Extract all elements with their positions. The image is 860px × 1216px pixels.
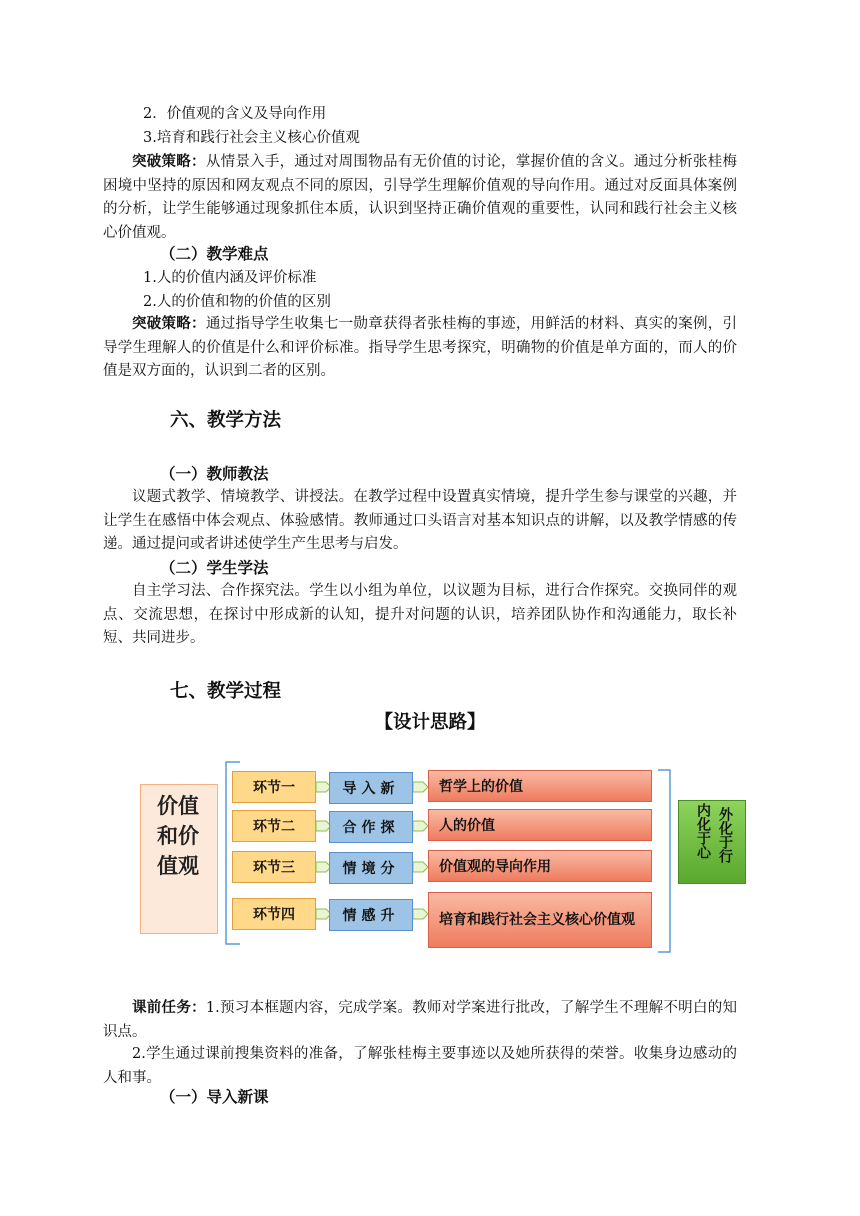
key-point-2: 2．价值观的含义及导向作用 — [143, 106, 327, 122]
outcome-box — [678, 800, 746, 884]
strategy-label: 突破策略： — [132, 315, 206, 332]
intro-heading: （一）导入新课 — [160, 1088, 269, 1106]
topic-box-3: 价值观的导向作用 — [428, 850, 652, 882]
stage-box-3: 环节三 — [232, 851, 316, 883]
topic-box-1: 哲学上的价值 — [428, 770, 652, 802]
difficulty-item-1: 1.人的价值内涵及评价标准 — [143, 270, 317, 286]
design-title: 【设计思路】 — [374, 712, 486, 733]
topic-box-4 — [428, 892, 652, 948]
stage-box-2: 环节二 — [232, 810, 316, 842]
strategy-label: 突破策略： — [132, 153, 206, 170]
section-seven-title: 七、教学过程 — [170, 681, 282, 702]
topic-box-4-label: 培育和践行社会主义核心价值观 — [439, 912, 635, 928]
teacher-method-heading: （一）教师教法 — [160, 465, 269, 483]
section-six-title: 六、教学方法 — [170, 410, 282, 431]
student-method-heading: （二）学生学法 — [160, 559, 269, 577]
strategy-paragraph-2 — [103, 312, 737, 384]
activity-box-1: 导入新 — [329, 772, 413, 804]
diagram-main-label: 价值和价值观 — [157, 794, 199, 878]
outcome-col-1: 外化于行 — [717, 807, 733, 863]
stage-box-4: 环节四 — [232, 898, 316, 930]
student-method-text: 自主学习法、合作探究法。学生以小组为单位，以议题为目标，进行合作探究。交换同伴的观点、交流思想，在探讨中形成新的认知，提升对问题的认识，培养团队协作和沟通能力，取长补短、共同进步。 — [103, 583, 737, 646]
topic-box-2: 人的价值 — [428, 809, 652, 841]
key-point-3: 3.培育和践行社会主义核心价值观 — [143, 130, 360, 146]
pretask-label: 课前任务： — [132, 999, 206, 1016]
diagram-main-box — [140, 784, 218, 934]
teacher-method-text: 议题式教学、情境教学、讲授法。在教学过程中设置真实情境，提升学生参与课堂的兴趣，并让学生在感悟中体会观点、体验感情。教师通过口头语言对基本知识点的讲解，以及教学情感的传递。通过提问或者讲述使学生产生思考与启发。 — [103, 489, 737, 552]
stage-box-1: 环节一 — [232, 771, 316, 803]
difficulty-item-2: 2.人的价值和物的价值的区别 — [143, 294, 331, 310]
pretask-paragraph-1 — [103, 996, 737, 1044]
strategy-paragraph-1 — [103, 150, 737, 245]
activity-box-3: 情境分 — [329, 852, 413, 884]
pretask-text-1: 1.预习本框题内容，完成学案。教师对学案进行批改，了解学生不理解不明白的知识点。 — [103, 1000, 737, 1040]
strategy-text: 从情景入手，通过对周围物品有无价值的讨论，掌握价值的含义。通过分析张桂梅困境中坚持的原因和网友观点不同的原因，引导学生理解价值观的导向作用。通过对反面具体案例的分析，让学生能够通过现象抓住本质，认识到坚持正确价值观的重要性，认同和践行社会主义核心价值观。 — [103, 154, 737, 241]
strategy-text: 通过指导学生收集七一勋章获得者张桂梅的事迹，用鲜活的材料、真实的案例，引导学生理解人的价值是什么和评价标准。指导学生思考探究，明确物的价值是单方面的，而人的价值是双方面的，认识到二者的区别。 — [103, 316, 737, 379]
outcome-col-2: 内化于心 — [695, 803, 711, 859]
activity-box-2: 合作探 — [329, 811, 413, 843]
pretask-paragraph-2: 2.学生通过课前搜集资料的准备，了解张桂梅主要事迹以及她所获得的荣誉。收集身边感动的人和事。 — [103, 1046, 737, 1086]
difficulty-heading: （二）教学难点 — [160, 245, 269, 263]
activity-box-4: 情感升 — [329, 899, 413, 931]
